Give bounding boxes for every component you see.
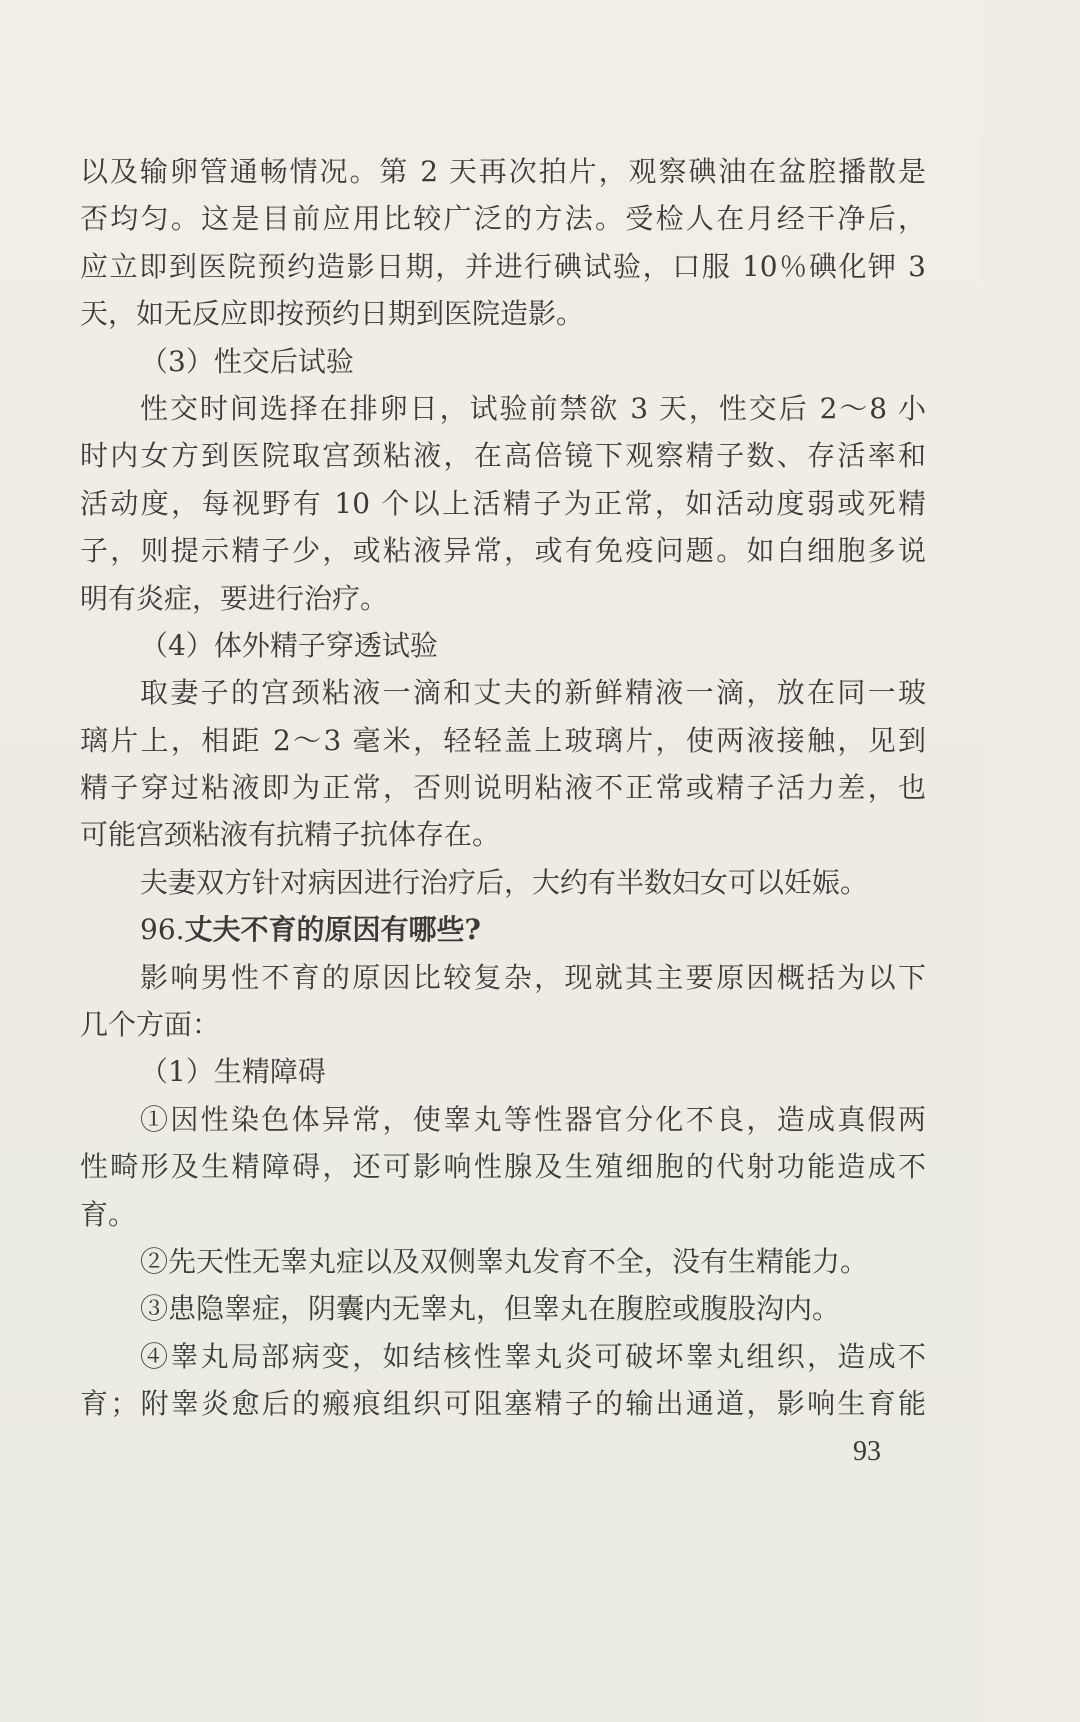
body-line: 育；附睾炎愈后的瘢痕组织可阻塞精子的输出通道，影响生育能 (80, 1387, 926, 1421)
body-line: 精子穿过粘液即为正常，否则说明粘液不正常或精子活力差，也 (80, 771, 926, 805)
body-line: 应立即到医院预约造影日期，并进行碘试验，口服 10％碘化钾 3 (80, 249, 926, 283)
question-heading (80, 906, 926, 953)
body-line: 明有炎症，要进行治疗。 (80, 581, 389, 615)
subsection-heading: （3）性交后试验 (140, 344, 354, 378)
subsection-heading: （4）体外精子穿透试验 (140, 628, 438, 662)
question-title: 丈夫不育的原因有哪些? (184, 913, 481, 947)
body-line: ④睾丸局部病变，如结核性睾丸炎可破坏睾丸组织，造成不 (140, 1339, 926, 1373)
body-line: 子，则提示精子少，或粘液异常，或有免疫问题。如白细胞多说 (80, 534, 926, 568)
body-line: 天，如无反应即按预约日期到医院造影。 (80, 297, 585, 331)
body-line: 几个方面： (80, 1008, 221, 1042)
page-number: 93 (853, 1436, 881, 1467)
page-body (80, 148, 926, 1428)
body-line: ①因性染色体异常，使睾丸等性器官分化不良，造成真假两 (140, 1102, 926, 1136)
body-line: 时内女方到医院取宫颈粘液，在高倍镜下观察精子数、存活率和 (80, 439, 926, 473)
body-line: 否均匀。这是目前应用比较广泛的方法。受检人在月经干净后， (80, 202, 926, 236)
body-line: ③患隐睾症，阴囊内无睾丸，但睾丸在腹腔或腹股沟内。 (140, 1292, 841, 1326)
body-line: 夫妻双方针对病因进行治疗后，大约有半数妇女可以妊娠。 (140, 865, 869, 899)
body-line: 可能宫颈粘液有抗精子抗体存在。 (80, 818, 501, 852)
body-line: 以及输卵管通畅情况。第 2 天再次拍片，观察碘油在盆腔播散是 (80, 155, 926, 188)
body-line: 育。 (80, 1197, 137, 1231)
body-line: 取妻子的宫颈粘液一滴和丈夫的新鲜精液一滴，放在同一玻 (140, 676, 926, 710)
body-line: ②先天性无睾丸症以及双侧睾丸发育不全，没有生精能力。 (140, 1244, 869, 1278)
body-line: 活动度，每视野有 10 个以上活精子为正常，如活动度弱或死精 (80, 486, 926, 520)
question-number: 96. (140, 913, 185, 947)
body-line: 影响男性不育的原因比较复杂，现就其主要原因概括为以下 (140, 960, 926, 994)
subsection-heading: （1）生精障碍 (140, 1055, 326, 1089)
body-line: 性畸形及生精障碍，还可影响性腺及生殖细胞的代射功能造成不 (80, 1150, 926, 1184)
body-line: 璃片上，相距 2～3 毫米，轻轻盖上玻璃片，使两液接触，见到 (80, 723, 926, 757)
body-line: 性交时间选择在排卵日，试验前禁欲 3 天，性交后 2～8 小 (140, 391, 926, 425)
